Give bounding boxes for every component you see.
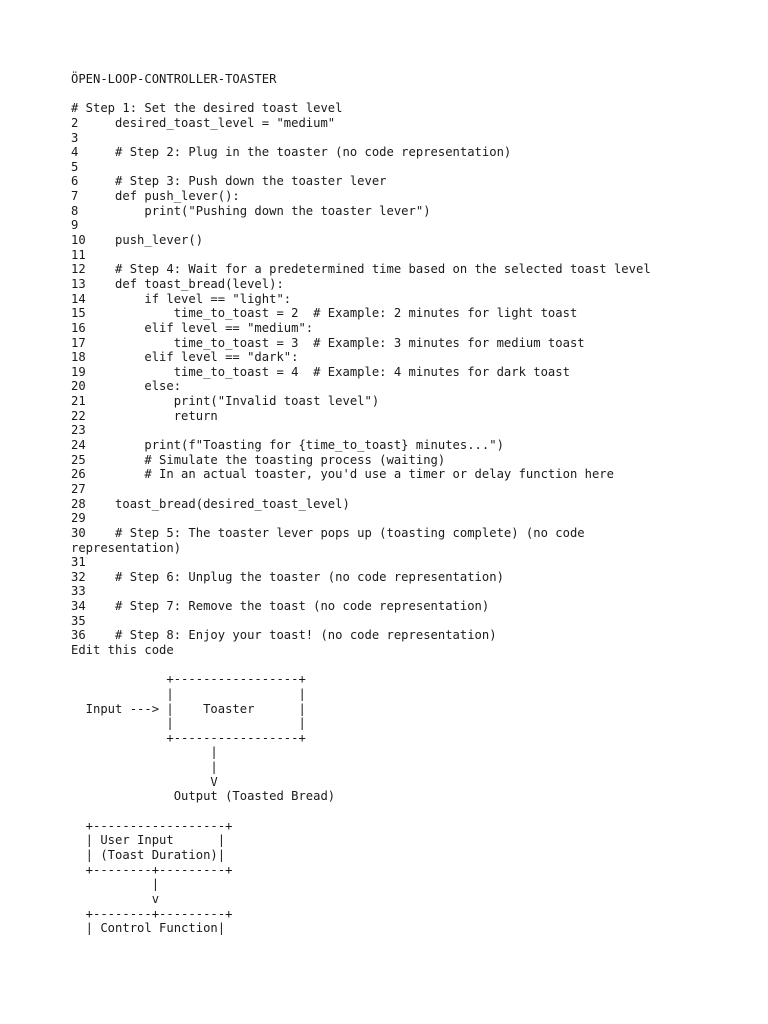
code-line-19: 19 time_to_toast = 4 # Example: 4 minutes for dark toast bbox=[71, 364, 570, 379]
code-line-36: 36 # Step 8: Enjoy your toast! (no code representation) bbox=[71, 628, 497, 643]
blank-line bbox=[71, 804, 761, 819]
diagram-line: | User Input | bbox=[71, 833, 226, 848]
code-line-32: 32 # Step 6: Unplug the toaster (no code representation) bbox=[71, 569, 504, 584]
code-line-34: 34 # Step 7: Remove the toast (no code representation) bbox=[71, 599, 490, 614]
code-line-2: 2 desired_toast_level = "medium" bbox=[71, 115, 336, 130]
diagram-line: | Control Function| bbox=[71, 921, 226, 936]
diagram-line: +--------+---------+ bbox=[71, 906, 233, 921]
diagram-line: | bbox=[71, 745, 218, 760]
diagram-line: | | bbox=[71, 716, 306, 731]
code-line-35: 35 bbox=[71, 613, 86, 628]
code-line-4: 4 # Step 2: Plug in the toaster (no code representation) bbox=[71, 145, 512, 160]
code-line-30-wrap: representation) bbox=[71, 540, 182, 555]
edit-code-label: Edit this code bbox=[71, 642, 174, 657]
diagram-line: +-----------------+ bbox=[71, 730, 306, 745]
code-line-9: 9 bbox=[71, 218, 79, 233]
code-line-23: 23 bbox=[71, 423, 86, 438]
diagram-line: | | bbox=[71, 686, 306, 701]
diagram-line: v bbox=[71, 891, 160, 906]
code-line-29: 29 bbox=[71, 511, 86, 526]
diagram-line: Output (Toasted Bread) bbox=[71, 789, 336, 804]
diagram-line: | (Toast Duration)| bbox=[71, 847, 226, 862]
code-line-10: 10 push_lever() bbox=[71, 233, 204, 248]
code-line-12: 12 # Step 4: Wait for a predetermined time based on the selected toast level bbox=[71, 262, 651, 277]
diagram-line: | bbox=[71, 760, 218, 775]
code-line-7: 7 def push_lever(): bbox=[71, 189, 240, 204]
diagram-line: +------------------+ bbox=[71, 818, 233, 833]
code-line-13: 13 def toast_bread(level): bbox=[71, 276, 284, 291]
code-line-30: 30 # Step 5: The toaster lever pops up (toasting complete) (no code bbox=[71, 525, 585, 540]
code-line-20: 20 else: bbox=[71, 379, 182, 394]
code-line-33: 33 bbox=[71, 584, 86, 599]
code-line-27: 27 bbox=[71, 481, 86, 496]
code-line-22: 22 return bbox=[71, 408, 218, 423]
code-line-16: 16 elif level == "medium": bbox=[71, 320, 314, 335]
code-line-3: 3 bbox=[71, 130, 79, 145]
code-line-25: 25 # Simulate the toasting process (waiting) bbox=[71, 452, 446, 467]
code-line-6: 6 # Step 3: Push down the toaster lever bbox=[71, 174, 387, 189]
code-line-18: 18 elif level == "dark": bbox=[71, 350, 299, 365]
code-line-21: 21 print("Invalid toast level") bbox=[71, 394, 380, 409]
code-line-26: 26 # In an actual toaster, you'd use a timer or delay function here bbox=[71, 467, 614, 482]
code-line-8: 8 print("Pushing down the toaster lever") bbox=[71, 203, 431, 218]
diagram-line: V bbox=[71, 774, 218, 789]
code-line-15: 15 time_to_toast = 2 # Example: 2 minutes for light toast bbox=[71, 306, 578, 321]
code-line-24: 24 print(f"Toasting for {time_to_toast} minutes...") bbox=[71, 438, 504, 453]
diagram-line: +--------+---------+ bbox=[71, 862, 233, 877]
code-line-31: 31 bbox=[71, 555, 86, 570]
code-line-28: 28 toast_bread(desired_toast_level) bbox=[71, 496, 350, 511]
blank-line bbox=[71, 658, 761, 673]
code-line-11: 11 bbox=[71, 247, 86, 262]
diagram-line: | bbox=[71, 877, 160, 892]
code-line-17: 17 time_to_toast = 3 # Example: 3 minutes for medium toast bbox=[71, 335, 585, 350]
code-line-5: 5 bbox=[71, 159, 79, 174]
document-title: ÖPEN-LOOP-CONTROLLER-TOASTER bbox=[71, 72, 277, 86]
blank-line bbox=[71, 87, 761, 102]
document-page bbox=[71, 72, 761, 936]
code-line-14: 14 if level == "light": bbox=[71, 291, 292, 306]
diagram-line: Input ---> | Toaster | bbox=[71, 701, 306, 716]
diagram-line: +-----------------+ bbox=[71, 672, 306, 687]
code-line-1: # Step 1: Set the desired toast level bbox=[71, 101, 343, 116]
